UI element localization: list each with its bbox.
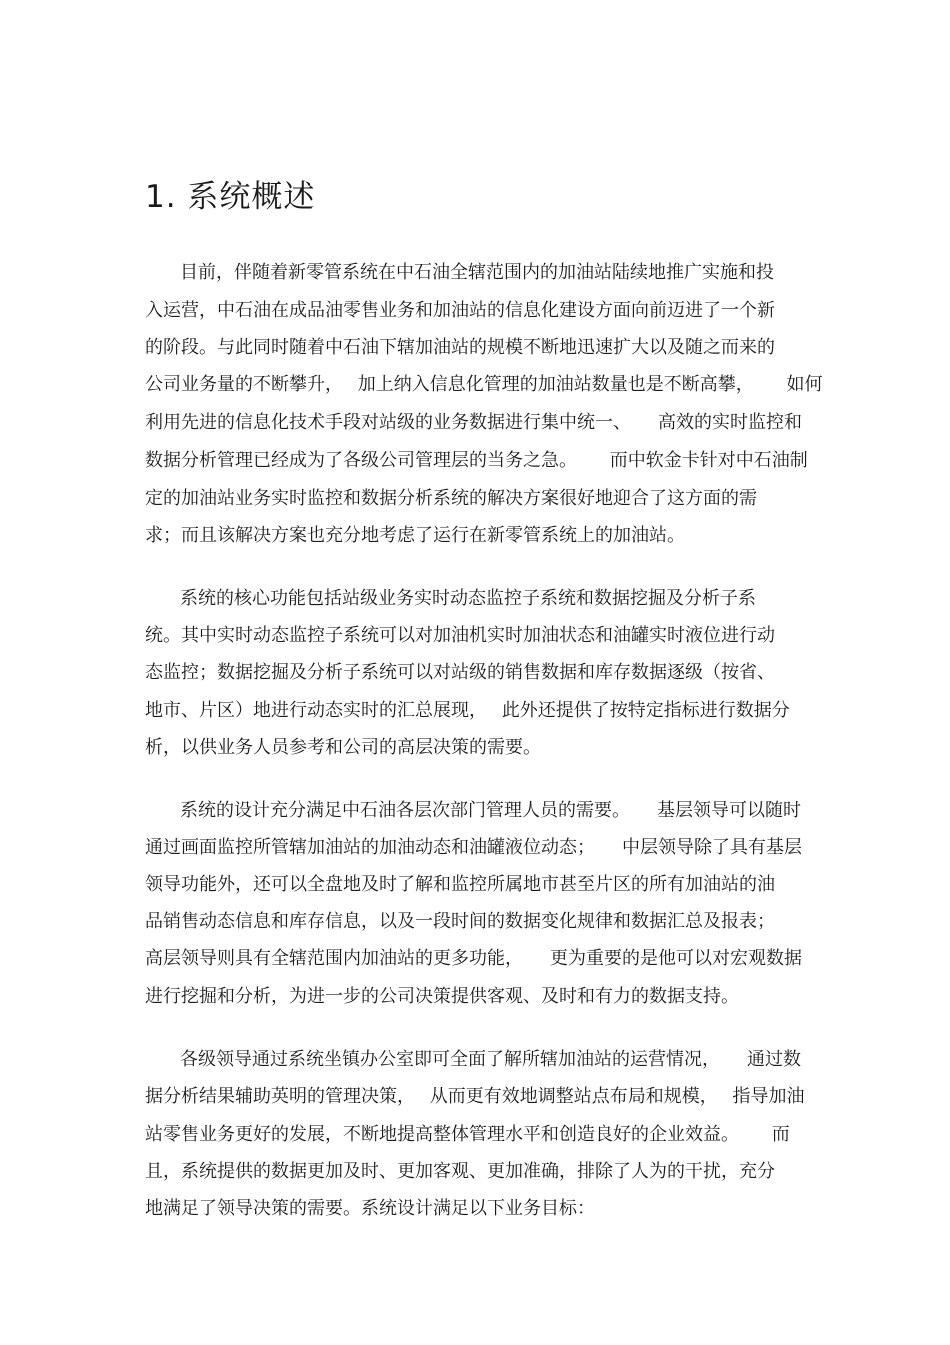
paragraph-line: 利用先进的信息化技术手段对站级的业务数据进行集中统一、 高效的实时监控和 <box>145 412 802 433</box>
paragraph-line: 公司业务量的不断攀升， 加上纳入信息化管理的加油站数量也是不断高攀， 如何 <box>145 374 823 395</box>
paragraph-line: 数据分析管理已经成为了各级公司管理层的当务之急。 而中软金卡针对中石油制 <box>145 450 808 471</box>
paragraph-line: 高层领导则具有全辖范围内加油站的更多功能， 更为重要的是他可以对宏观数据 <box>145 948 802 969</box>
paragraph-line: 品销售动态信息和库存信息，以及一段时间的数据变化规律和数据汇总及报表； <box>145 911 775 932</box>
paragraph-line: 地满足了领导决策的需要。系统设计满足以下业务目标： <box>145 1198 595 1219</box>
paragraph-line: 定的加油站业务实时监控和数据分析系统的解决方案很好地迎合了这方面的需 <box>145 488 757 509</box>
paragraph-line: 据分析结果辅助英明的管理决策， 从而更有效地调整站点布局和规模， 指导加油 <box>145 1086 805 1107</box>
paragraph-line: 系统的设计充分满足中石油各层次部门管理人员的需要。 基层领导可以随时 <box>180 800 801 821</box>
paragraph-line: 站零售业务更好的发展，不断地提高整体管理水平和创造良好的企业效益。 而 <box>145 1124 790 1145</box>
paragraph-line: 目前，伴随着新零管系统在中石油全辖范围内的加油站陆续地推广实施和投 <box>180 262 774 283</box>
section-heading: 1. 系统概述 <box>145 178 316 215</box>
paragraph-line: 进行挖掘和分析，为进一步的公司决策提供客观、及时和有力的数据支持。 <box>145 986 739 1007</box>
paragraph-line: 地市、片区）地进行动态实时的汇总展现， 此外还提供了按特定指标进行数据分 <box>145 700 790 721</box>
paragraph-line: 通过画面监控所管辖加油站的加油动态和油罐液位动态； 中层领导除了具有基层 <box>145 837 802 858</box>
paragraph-line: 求；而且该解决方案也充分地考虑了运行在新零管系统上的加油站。 <box>145 525 685 546</box>
paragraph-line: 入运营，中石油在成品油零售业务和加油站的信息化建设方面向前迈进了一个新 <box>145 300 775 321</box>
paragraph-line: 统。其中实时动态监控子系统可以对加油机实时加油状态和油罐实时液位进行动 <box>145 625 775 646</box>
paragraph-line: 且，系统提供的数据更加及时、更加客观、更加准确，排除了人为的干扰，充分 <box>145 1161 775 1182</box>
paragraph-line: 领导功能外，还可以全盘地及时了解和监控所属地市甚至片区的所有加油站的油 <box>145 874 775 895</box>
paragraph-line: 的阶段。与此同时随着中石油下辖加油站的规模不断地迅速扩大以及随之而来的 <box>145 337 775 358</box>
paragraph-line: 态监控；数据挖掘及分析子系统可以对站级的销售数据和库存数据逐级（按省、 <box>145 662 775 683</box>
paragraph-line: 析，以供业务人员参考和公司的高层决策的需要。 <box>145 737 541 758</box>
paragraph-line: 各级领导通过系统坐镇办公室即可全面了解所辖加油站的运营情况， 通过数 <box>180 1049 801 1070</box>
paragraph-line: 系统的核心功能包括站级业务实时动态监控子系统和数据挖掘及分析子系 <box>180 588 756 609</box>
